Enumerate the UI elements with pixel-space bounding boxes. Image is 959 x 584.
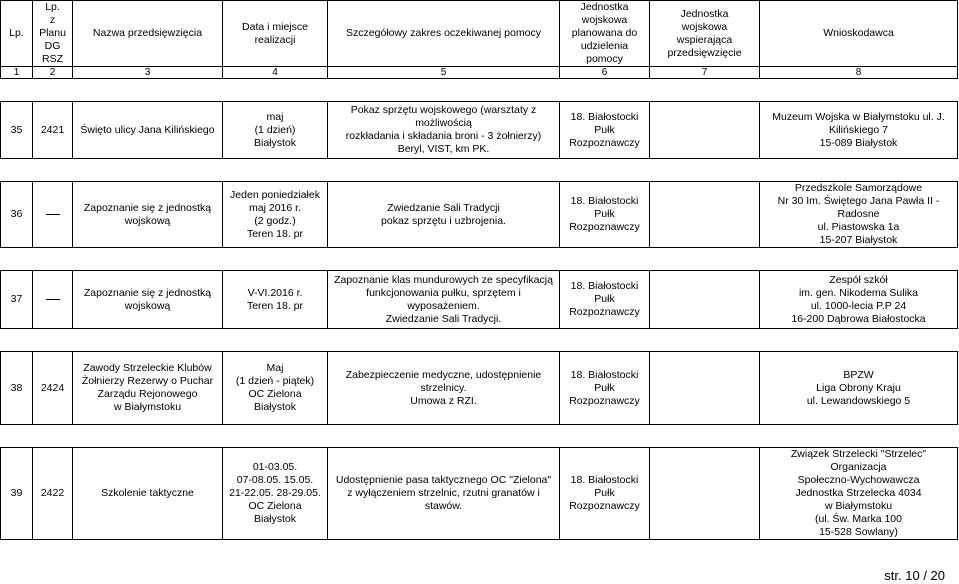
spacer-cell: [328, 79, 560, 102]
spacer-cell: [1, 329, 33, 352]
cell-lp-planu: 2422: [33, 448, 73, 540]
spacer-cell: [223, 329, 328, 352]
text-line: Zwiedzanie Sali Tradycji.: [385, 312, 502, 325]
table-row: [1, 271, 958, 329]
cell-data: [223, 352, 328, 425]
cell-lp: 38: [1, 352, 33, 425]
text-line: V-VI.2016 r.: [247, 286, 303, 299]
spacer-cell: [33, 248, 73, 271]
text-line: 18. Białostocki: [570, 368, 639, 381]
spacer-cell: [650, 329, 760, 352]
text-line: RSZ: [42, 53, 63, 65]
spacer-cell: [1, 425, 33, 448]
text-line: pomocy: [586, 53, 623, 65]
text-line: Beryl, VIST, km PK.: [397, 143, 490, 155]
column-number: 4: [223, 67, 328, 79]
text-line: realizacji: [254, 33, 296, 46]
cell-wspierajaca: [650, 271, 760, 329]
cell-wnioskodawca: [760, 448, 958, 540]
cell-nazwa: [73, 271, 223, 329]
spacer-cell: [1, 248, 33, 271]
text-line: Maj: [266, 362, 284, 374]
text-line: ul. Lewandowskiego 5: [806, 394, 911, 407]
text-line: Zarządu Rejonowego: [97, 388, 198, 400]
spacer-cell: [328, 248, 560, 271]
cell-wnioskodawca: [760, 182, 958, 248]
text-line: Muzeum Wojska w Białymstoku ul. J.: [772, 110, 945, 123]
cell-lp: 35: [1, 102, 33, 159]
text-line: Jednostka Strzelecka 4034: [795, 487, 922, 499]
cell-jednostka: [560, 182, 650, 248]
spacer-cell: [328, 159, 560, 182]
text-line: planowana do: [571, 27, 638, 39]
spacer-cell: [73, 248, 223, 271]
spacer-cell: [223, 248, 328, 271]
header-lp: Lp.: [1, 1, 33, 67]
text-line: Zawody Strzeleckie Klubów: [83, 362, 212, 374]
table-row: [1, 102, 958, 159]
column-number: 3: [73, 67, 223, 79]
text-line: Pokaz sprzętu wojskowego (warsztaty z możliwością: [350, 104, 537, 129]
text-line: Lp.: [45, 1, 60, 13]
text-line: w Białymstoku: [824, 500, 893, 512]
text-line: Teren 18. pr: [246, 299, 304, 312]
spacer-row: [1, 425, 958, 448]
spacer-row: [1, 248, 958, 271]
text-line: w Białymstoku: [113, 401, 182, 413]
spacer-cell: [560, 425, 650, 448]
text-line: Jednostka: [580, 1, 629, 13]
spacer-cell: [328, 425, 560, 448]
text-line: Liga Obrony Kraju: [816, 381, 901, 394]
cell-nazwa: [73, 182, 223, 248]
spacer-cell: [760, 79, 958, 102]
cell-wnioskodawca: [760, 352, 958, 425]
text-line: 18. Białostocki: [570, 280, 639, 292]
column-number: 5: [328, 67, 560, 79]
text-line: Rozpoznawczy: [569, 221, 640, 233]
text-line: udzielenia: [580, 40, 629, 52]
text-line: 15-089 Białystok: [819, 136, 898, 149]
text-line: Żołnierzy Rezerwy o Puchar: [81, 375, 214, 387]
text-line: z wyłączeniem strzelnic, rzutni granatów i stawów.: [347, 487, 540, 512]
text-line: 01-03.05.: [252, 461, 298, 473]
cell-jednostka: [560, 352, 650, 425]
text-line: OC Zielona: [248, 500, 302, 512]
text-line: Szkolenie taktyczne: [101, 487, 194, 499]
spacer-cell: [760, 425, 958, 448]
cell-lp-planu: [33, 182, 73, 248]
text-line: Zapoznanie się z jednostką: [83, 201, 212, 214]
column-number: 8: [760, 67, 958, 79]
text-line: wojskową: [124, 214, 171, 227]
text-line: (1 dzień): [254, 123, 296, 136]
cell-jednostka: [560, 102, 650, 159]
cell-lp: 39: [1, 448, 33, 540]
spacer-cell: [33, 329, 73, 352]
column-number: 1: [1, 67, 33, 79]
text-line: 16-200 Dąbrowa Białostocka: [791, 312, 926, 325]
text-line: 18. Białostocki: [570, 474, 639, 486]
text-line: wspierająca: [676, 33, 733, 46]
text-line: z Planu: [39, 14, 66, 39]
text-line: Pułk: [594, 487, 615, 499]
text-line: 15-528 Sowlany): [819, 526, 898, 538]
text-line: 07-08.05. 15.05.: [236, 474, 314, 486]
cell-nazwa: [73, 102, 223, 159]
text-line: Pułk: [594, 123, 615, 136]
text-line: Pułk: [594, 381, 615, 394]
text-line: Umowa z RZI.: [410, 394, 477, 407]
spacer-cell: [760, 159, 958, 182]
cell-nazwa: [73, 352, 223, 425]
text-line: 18. Białostocki: [570, 195, 639, 207]
cell-data: [223, 271, 328, 329]
spacer-cell: [223, 425, 328, 448]
column-number: 2: [33, 67, 73, 79]
cell-zakres: [328, 271, 560, 329]
cell-lp-planu: 2424: [33, 352, 73, 425]
text-line: Jeden poniedziałek: [230, 188, 320, 201]
text-line: Jednostka: [680, 7, 729, 20]
text-line: Zapoznanie się z jednostką: [83, 286, 212, 299]
text-line: Święto ulicy Jana Kilińskiego: [80, 123, 215, 136]
spacer-cell: [223, 79, 328, 102]
cell-zakres: [328, 352, 560, 425]
spacer-cell: [33, 159, 73, 182]
page-number: str. 10 / 20: [884, 568, 945, 583]
text-line: wojskową: [124, 299, 171, 312]
text-line: pokaz sprzętu i uzbrojenia.: [381, 214, 506, 227]
text-line: ul. 1000-lecia P.P 24: [810, 299, 907, 312]
text-line: Zespół szkół: [829, 273, 888, 286]
spacer-cell: [73, 425, 223, 448]
cell-data: [223, 448, 328, 540]
cell-wnioskodawca: [760, 271, 958, 329]
column-number: 7: [650, 67, 760, 79]
text-line: BPZW: [843, 368, 874, 381]
text-line: Zapoznanie klas mundurowych ze specyfikacją: [334, 273, 553, 286]
text-line: przedsięwzięcie: [667, 46, 742, 59]
column-numbers-row: [1, 67, 958, 79]
spacer-cell: [760, 248, 958, 271]
text-line: Kilińskiego 7: [829, 123, 888, 136]
cell-wspierajaca: [650, 352, 760, 425]
text-line: Pułk: [594, 293, 615, 305]
cell-zakres: [328, 448, 560, 540]
text-line: 15-207 Białystok: [819, 234, 898, 246]
spacer-cell: [650, 425, 760, 448]
spacer-cell: [760, 329, 958, 352]
text-line: Teren 18. pr: [246, 227, 304, 240]
spacer-cell: [1, 159, 33, 182]
cell-jednostka: [560, 271, 650, 329]
text-line: Rozpoznawczy: [569, 500, 640, 512]
text-line: 21-22.05. 28-29.05.: [229, 487, 321, 499]
header-wnioskodawca: Wnioskodawca: [760, 1, 958, 67]
text-line: ul. Piastowska 1a: [817, 221, 900, 233]
table-row: [1, 352, 958, 425]
spacer-row: [1, 79, 958, 102]
text-line: Rozpoznawczy: [569, 306, 640, 318]
table-row: [1, 448, 958, 540]
spacer-cell: [73, 159, 223, 182]
text-line: Rozpoznawczy: [569, 394, 640, 407]
header-row: [1, 1, 958, 67]
header-jednostka-wspierajaca: [650, 1, 760, 67]
text-line: Przedszkole Samorządowe: [794, 182, 923, 194]
spacer-row: [1, 329, 958, 352]
cell-lp: 36: [1, 182, 33, 248]
text-line: (ul. Św. Marka 100: [815, 513, 902, 525]
cell-zakres: [328, 182, 560, 248]
cell-wspierajaca: [650, 448, 760, 540]
cell-lp-planu: 2421: [33, 102, 73, 159]
text-line: Białystok: [253, 136, 296, 149]
spacer-cell: [560, 329, 650, 352]
spacer-cell: [560, 159, 650, 182]
spacer-cell: [73, 329, 223, 352]
spacer-cell: [650, 79, 760, 102]
spacer-cell: [328, 329, 560, 352]
header-zakres: Szczegółowy zakres oczekiwanej pomocy: [328, 1, 560, 67]
text-line: Nr 30 Im. Świętego Jana Pawła II - Radosne: [777, 195, 940, 220]
header-jednostka-planowana: [560, 1, 650, 67]
cell-lp: 37: [1, 271, 33, 329]
table-row: [1, 182, 958, 248]
text-line: Społeczno-Wychowawcza: [797, 474, 920, 486]
cell-data: [223, 102, 328, 159]
spacer-cell: [223, 159, 328, 182]
text-line: rozkładania i składania broni - 3 żołnierzy): [345, 130, 542, 142]
cell-zakres: [328, 102, 560, 159]
spacer-cell: [1, 79, 33, 102]
text-line: wojskowa: [581, 14, 628, 26]
text-line: im. gen. Nikodema Sulika: [798, 286, 919, 299]
cell-wspierajaca: [650, 182, 760, 248]
text-line: DG: [44, 40, 61, 52]
text-line: Białystok: [253, 401, 296, 413]
text-line: (2 godz.): [254, 214, 296, 227]
text-line: Związek Strzelecki "Strzelec" Organizacja: [790, 448, 927, 473]
text-line: maj 2016 r.: [249, 201, 301, 214]
cell-lp-planu: [33, 271, 73, 329]
spacer-cell: [560, 248, 650, 271]
cell-wspierajaca: [650, 102, 760, 159]
header-lp-planu: [33, 1, 73, 67]
empty-dash: [46, 299, 60, 300]
column-number: 6: [560, 67, 650, 79]
text-line: OC Zielona: [248, 388, 302, 400]
cell-data: [223, 182, 328, 248]
empty-dash: [46, 214, 60, 215]
cell-jednostka: [560, 448, 650, 540]
spacer-cell: [33, 425, 73, 448]
header-data: [223, 1, 328, 67]
spacer-cell: [73, 79, 223, 102]
cell-nazwa: [73, 448, 223, 540]
text-line: 18. Białostocki: [570, 110, 639, 123]
spacer-cell: [650, 159, 760, 182]
text-line: Pułk: [594, 208, 615, 220]
text-line: wojskowa: [681, 20, 728, 33]
text-line: Zabezpieczenie medyczne, udostępnienie strzelnicy.: [345, 368, 542, 394]
spacer-cell: [650, 248, 760, 271]
cell-wnioskodawca: [760, 102, 958, 159]
header-nazwa: Nazwa przedsięwzięcia: [73, 1, 223, 67]
text-line: (1 dzień - piątek): [235, 375, 315, 387]
text-line: funkcjonowania pułku, sprzętem i wyposażeniem.: [366, 286, 521, 312]
text-line: Rozpoznawczy: [569, 136, 640, 149]
text-line: Data i miejsce: [242, 20, 308, 33]
text-line: Białystok: [253, 513, 296, 525]
spacer-row: [1, 159, 958, 182]
text-line: maj: [266, 110, 284, 123]
spacer-cell: [560, 79, 650, 102]
spacer-cell: [33, 79, 73, 102]
text-line: Udostępnienie pasa taktycznego OC "Zielona": [335, 474, 552, 486]
text-line: Zwiedzanie Sali Tradycji: [387, 201, 500, 214]
